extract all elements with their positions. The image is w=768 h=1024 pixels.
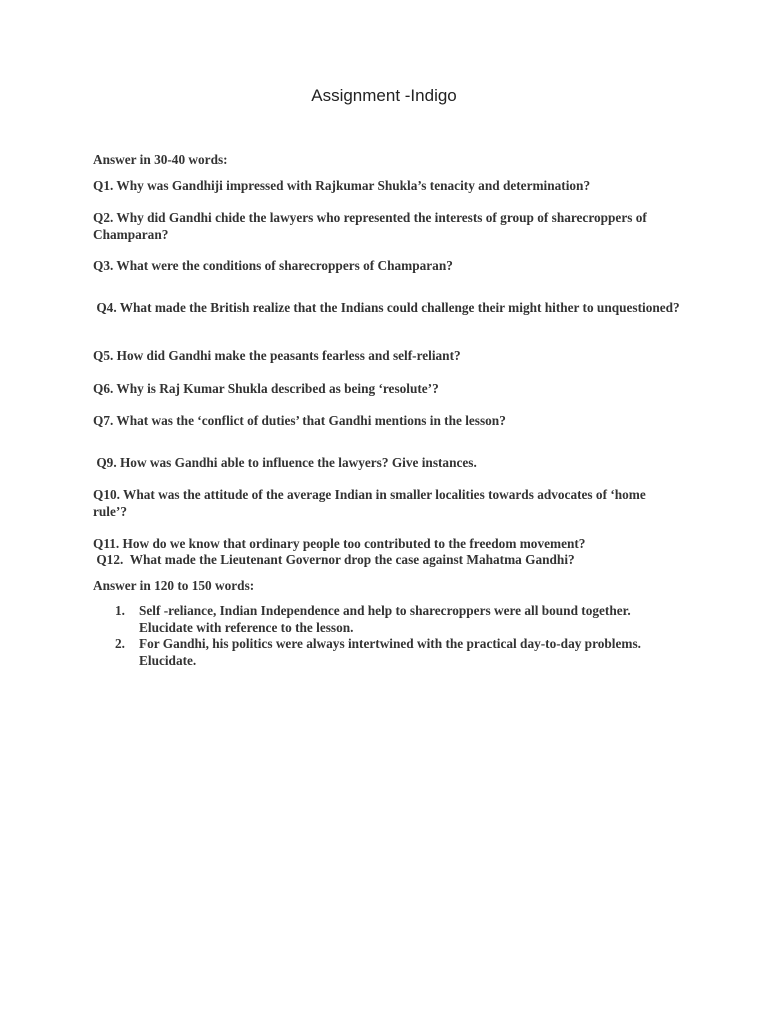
question-q2: Q2. Why did Gandhi chide the lawyers who represented the interests of group of sharecroppers of Champaran? — [93, 210, 647, 242]
question-q3: Q3. What were the conditions of sharecroppers of Champaran? — [93, 258, 453, 273]
document-title: Assignment -Indigo — [311, 86, 457, 105]
question-q6: Q6. Why is Raj Kumar Shukla described as being ‘resolute’? — [93, 381, 439, 396]
list-item-text: For Gandhi, his politics were always intertwined with the practical day-to-day problems. Elucidate. — [139, 636, 641, 668]
question-q7: Q7. What was the ‘conflict of duties’ that Gandhi mentions in the lesson? — [93, 413, 506, 428]
section-heading-short: Answer in 30-40 words: — [93, 152, 228, 167]
question-q12: Q12. What made the Lieutenant Governor drop the case against Mahatma Gandhi? — [93, 552, 575, 567]
question-q5: Q5. How did Gandhi make the peasants fearless and self-reliant? — [93, 348, 461, 363]
list-item-number: 1. — [115, 603, 125, 618]
list-item — [115, 603, 655, 636]
question-q4: Q4. What made the British realize that the Indians could challenge their might hither to unquestioned? — [93, 300, 680, 315]
question-q10: Q10. What was the attitude of the average Indian in smaller localities towards advocates of ‘home rule’? — [93, 487, 646, 519]
question-q11: Q11. How do we know that ordinary people too contributed to the freedom movement? — [93, 536, 586, 551]
list-item-text: Self -reliance, Indian Independence and help to sharecroppers were all bound together. Elucidate with reference to the lesson. — [139, 603, 631, 635]
question-q9: Q9. How was Gandhi able to influence the lawyers? Give instances. — [93, 455, 477, 470]
section-heading-long: Answer in 120 to 150 words: — [93, 578, 255, 593]
list-item — [115, 636, 655, 669]
list-item-number: 2. — [115, 636, 125, 651]
question-q1: Q1. Why was Gandhiji impressed with Rajkumar Shukla’s tenacity and determination? — [93, 178, 591, 193]
